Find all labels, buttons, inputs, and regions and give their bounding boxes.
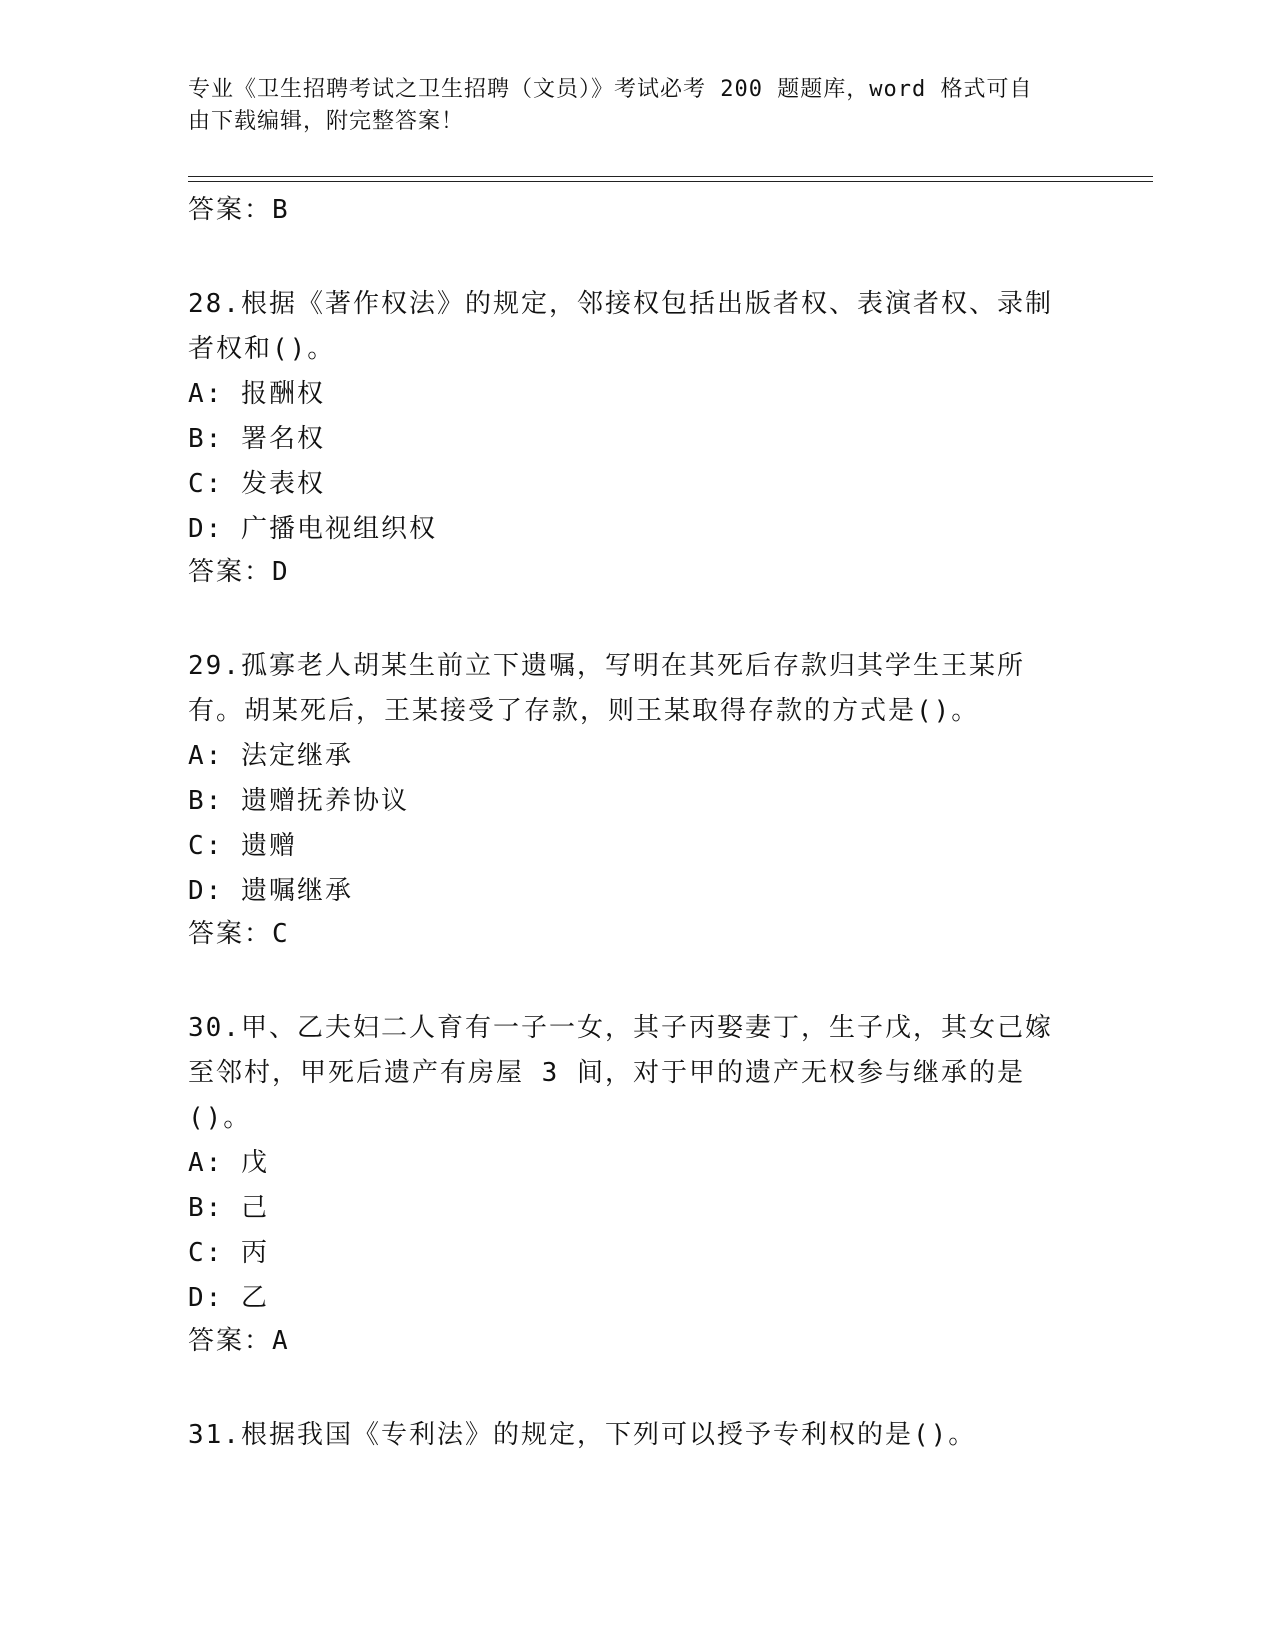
header-line-1: 专业《卫生招聘考试之卫生招聘（文员）》考试必考 200 题题库，word 格式可自 (188, 77, 1033, 102)
answer-label-29: 答案：C (188, 919, 290, 949)
option-29-a: A: 法定继承 (188, 741, 353, 771)
question-stem-30: 30.甲、乙夫妇二人育有一子一女，其子丙娶妻丁，生子戊，其女己嫁至邻村，甲死后遗产有房屋 3 间，对于甲的遗产无权参与继承的是()。 (188, 1013, 1053, 1133)
option-28-c: C: 发表权 (188, 469, 325, 499)
header-line-2: 由下载编辑，附完整答案！ (188, 109, 465, 134)
answer-label-28: 答案：D (188, 557, 290, 587)
question-stem-28: 28.根据《著作权法》的规定，邻接权包括出版者权、表演者权、录制者权和()。 (188, 289, 1053, 364)
answer-label-30: 答案：A (188, 1326, 290, 1356)
question-stem-31: 31.根据我国《专利法》的规定，下列可以授予专利权的是()。 (188, 1420, 977, 1450)
option-29-c: C: 遗赠 (188, 831, 297, 861)
option-30-d: D: 乙 (188, 1283, 269, 1313)
option-30-a: A: 戊 (188, 1148, 269, 1178)
question-content (188, 190, 1068, 1458)
option-30-c: C: 丙 (188, 1238, 269, 1268)
option-28-a: A: 报酬权 (188, 379, 325, 409)
header-divider-bottom (188, 181, 1153, 182)
option-29-d: D: 遗嘱继承 (188, 876, 353, 906)
option-29-b: B: 遗赠抚养协议 (188, 786, 409, 816)
answer-label: 答案：B (188, 195, 290, 225)
option-30-b: B: 己 (188, 1193, 269, 1223)
header-divider-top (188, 176, 1153, 177)
question-stem-29: 29.孤寡老人胡某生前立下遗嘱，写明在其死后存款归其学生王某所有。胡某死后，王某接受了存款，则王某取得存款的方式是()。 (188, 651, 1025, 726)
option-28-b: B: 署名权 (188, 424, 325, 454)
document-header (188, 74, 1068, 138)
option-28-d: D: 广播电视组织权 (188, 514, 437, 544)
